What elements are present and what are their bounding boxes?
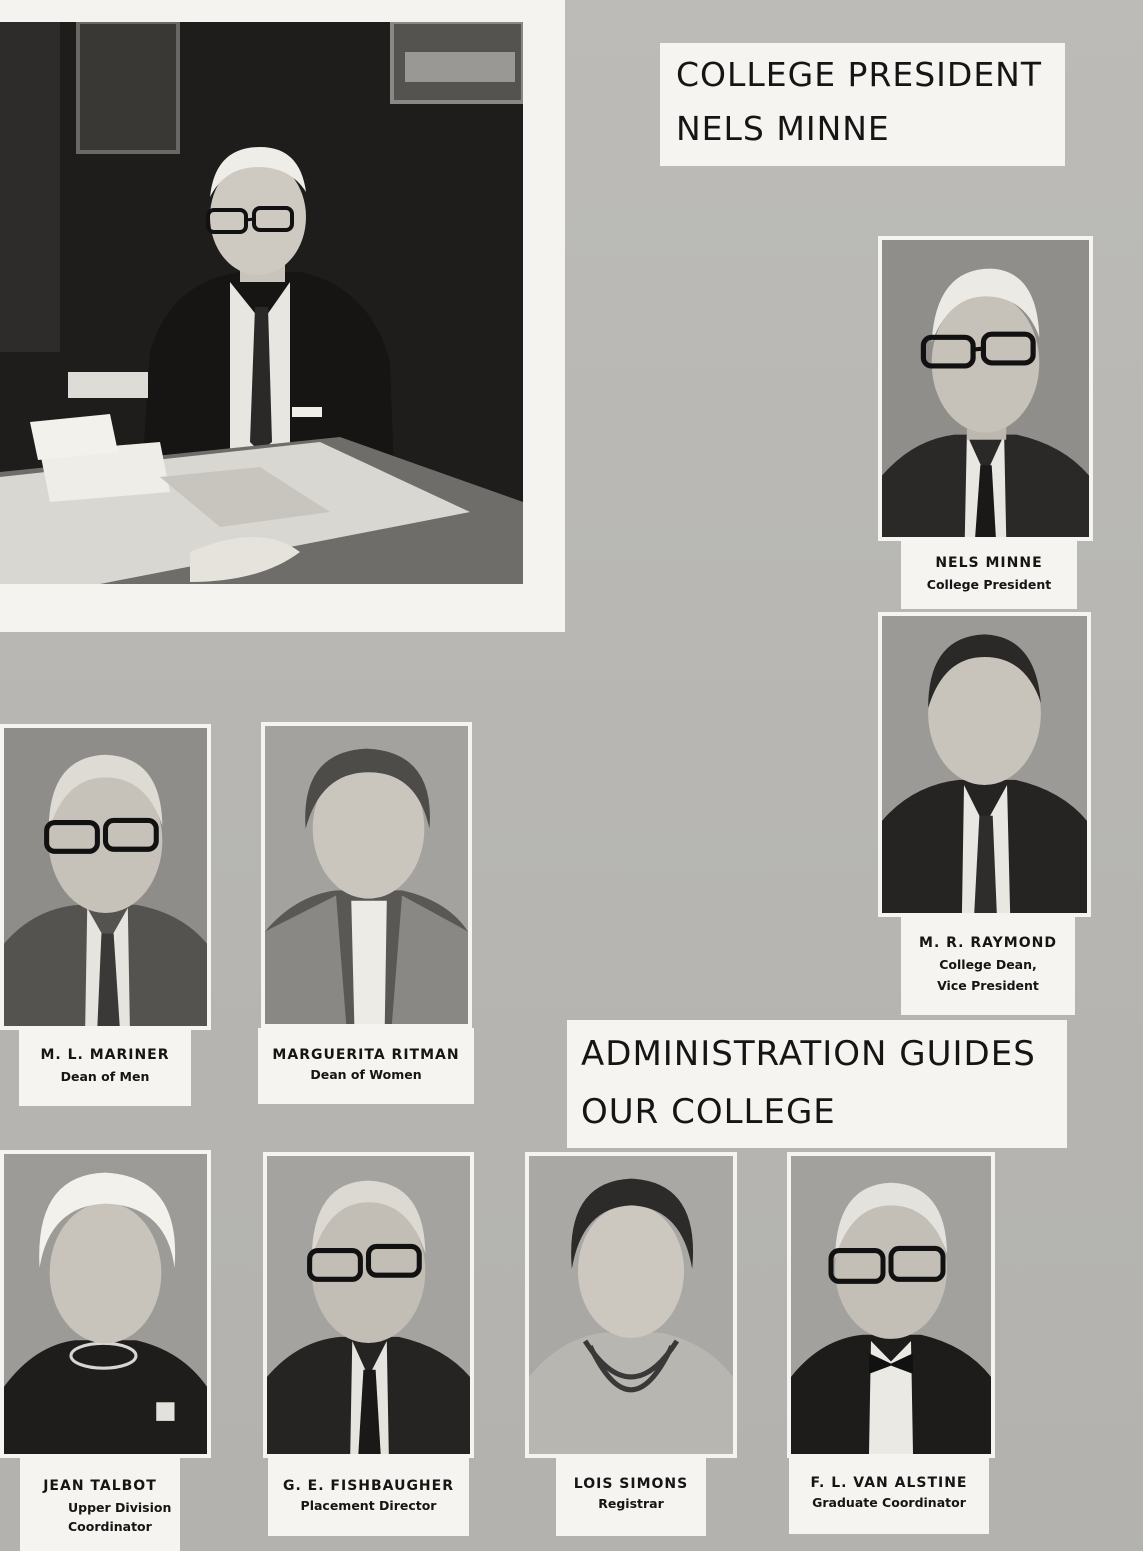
mariner-name: M. L. MARINER bbox=[40, 1047, 170, 1063]
simons-name: LOIS SIMONS bbox=[573, 1476, 689, 1492]
simons-role: Registrar bbox=[598, 1496, 664, 1511]
administration-heading-line2: OUR COLLEGE bbox=[581, 1092, 836, 1132]
raymond-role-line2: Vice President bbox=[937, 978, 1039, 993]
portrait-talbot bbox=[0, 1150, 211, 1458]
president-heading-line1: COLLEGE PRESIDENT bbox=[676, 55, 1043, 94]
fishbaugher-name: G. E. FISHBAUGHER bbox=[282, 1478, 454, 1494]
portrait-fishbaugher-photo bbox=[267, 1156, 470, 1454]
president-heading bbox=[660, 43, 1065, 166]
president-heading-line2: NELS MINNE bbox=[676, 109, 890, 148]
portrait-ritman-photo bbox=[265, 726, 468, 1024]
caption-raymond bbox=[901, 917, 1075, 1015]
caption-fishbaugher bbox=[268, 1458, 469, 1536]
portrait-raymond-photo bbox=[882, 616, 1087, 913]
caption-talbot bbox=[20, 1458, 180, 1551]
vanalstine-role: Graduate Coordinator bbox=[812, 1495, 966, 1510]
portrait-vanalstine bbox=[787, 1152, 995, 1458]
caption-vanalstine bbox=[789, 1458, 989, 1534]
portrait-minne-photo bbox=[882, 240, 1089, 537]
president-at-desk-photo bbox=[0, 22, 523, 584]
feature-photo-frame bbox=[0, 0, 565, 632]
fishbaugher-role: Placement Director bbox=[300, 1498, 437, 1513]
caption-ritman bbox=[258, 1028, 474, 1104]
portrait-mariner-photo bbox=[4, 728, 207, 1026]
ritman-role: Dean of Women bbox=[310, 1067, 422, 1082]
portrait-vanalstine-photo bbox=[791, 1156, 991, 1454]
caption-minne bbox=[901, 541, 1077, 609]
caption-mariner bbox=[19, 1030, 191, 1106]
vanalstine-name: F. L. VAN ALSTINE bbox=[810, 1475, 968, 1491]
raymond-name: M. R. RAYMOND bbox=[919, 935, 1057, 951]
portrait-talbot-photo bbox=[4, 1154, 207, 1454]
minne-name: NELS MINNE bbox=[935, 555, 1043, 571]
minne-role: College President bbox=[926, 577, 1052, 592]
portrait-simons-photo bbox=[529, 1156, 733, 1454]
administration-heading bbox=[567, 1020, 1067, 1148]
portrait-mariner bbox=[0, 724, 211, 1030]
portrait-raymond bbox=[878, 612, 1091, 917]
administration-heading-line1: ADMINISTRATION GUIDES bbox=[581, 1034, 1036, 1074]
talbot-name: JEAN TALBOT bbox=[43, 1478, 157, 1494]
portrait-minne bbox=[878, 236, 1093, 541]
portrait-fishbaugher bbox=[263, 1152, 474, 1458]
caption-simons bbox=[556, 1458, 706, 1536]
raymond-role-line1: College Dean, bbox=[939, 957, 1037, 972]
portrait-ritman bbox=[261, 722, 472, 1028]
talbot-role-line2: Coordinator bbox=[68, 1519, 152, 1534]
portrait-simons bbox=[525, 1152, 737, 1458]
mariner-role: Dean of Men bbox=[60, 1069, 150, 1084]
ritman-name: MARGUERITA RITMAN bbox=[272, 1047, 460, 1063]
talbot-role-line1: Upper Division bbox=[68, 1500, 172, 1515]
